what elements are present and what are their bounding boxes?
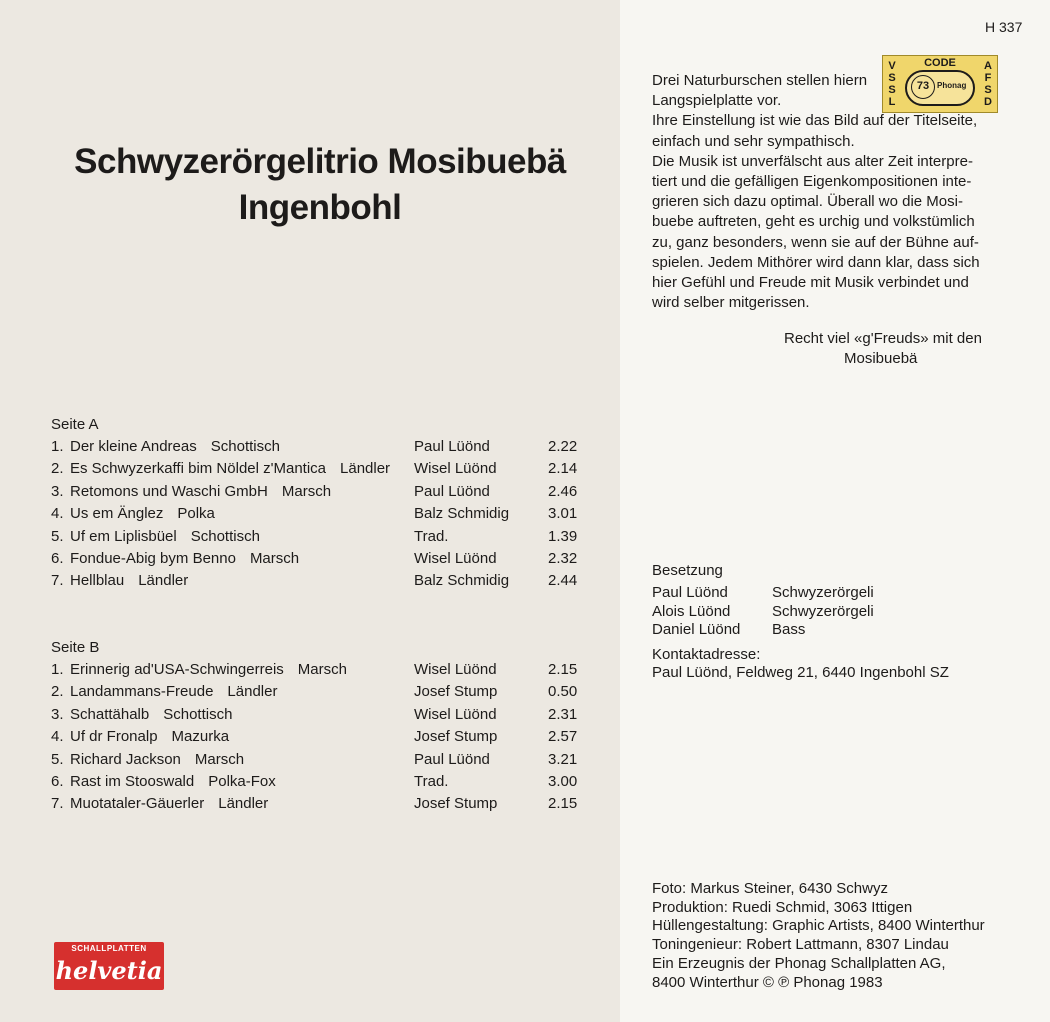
track-title: Uf em Liplisbüel Schottisch: [70, 527, 260, 545]
track-genre: Ländler: [138, 572, 189, 590]
member-name: Daniel Lüönd: [652, 621, 741, 638]
track-row: [51, 505, 591, 527]
track-number: 1.: [51, 661, 64, 678]
track-number: 5.: [51, 750, 64, 768]
track-number: 4.: [51, 728, 64, 746]
track-composer: Wisel Lüönd: [414, 460, 497, 478]
member-instrument: Schwyzerörgeli: [772, 584, 874, 601]
track-genre: Marsch: [194, 750, 245, 768]
credit-line: Toningenieur: Robert Lattmann, 8307 Lindau: [652, 936, 949, 954]
track-duration: 2.22: [548, 438, 578, 455]
member-name: Paul Lüönd: [652, 584, 728, 601]
track-genre: Ländler: [340, 460, 391, 478]
intro-line: einfach und sehr sympathisch.: [652, 132, 855, 150]
album-subtitle: Ingenbohl: [238, 188, 402, 227]
track-row: [51, 483, 591, 505]
track-number: 3.: [51, 482, 64, 500]
track-title: Es Schwyzerkaffi bim Nöldel z'Mantica Ländler: [70, 460, 391, 478]
track-composer: Wisel Lüönd: [414, 661, 497, 678]
track-composer: Wisel Lüönd: [414, 705, 497, 723]
track-duration: 2.32: [548, 550, 578, 567]
track-genre: Marsch: [281, 482, 332, 500]
track-duration: 3.21: [548, 750, 578, 768]
track-duration: 2.57: [548, 728, 578, 746]
intro-line: spielen. Jedem Mithörer wird dann klar, dass sich: [652, 253, 980, 271]
track-composer: Trad.: [414, 527, 449, 545]
signoff-line-2: Mosibuebä: [844, 350, 918, 367]
helvetia-logo: [54, 942, 164, 990]
track-composer: Josef Stump: [414, 683, 498, 701]
track-composer: Paul Lüönd: [414, 750, 490, 768]
track-title: Retomons und Waschi GmbH Marsch: [70, 482, 332, 500]
track-title: Schattähalb Schottisch: [70, 705, 233, 723]
credit-line: Foto: Markus Steiner, 6430 Schwyz: [652, 880, 888, 897]
track-title: Rast im Stooswald Polka-Fox: [70, 773, 276, 790]
credit-line: Ein Erzeugnis der Phonag Schallplatten AG,: [652, 954, 946, 972]
track-title: Richard Jackson Marsch: [70, 750, 245, 768]
track-composer: Paul Lüönd: [414, 482, 490, 500]
track-composer: Balz Schmidig: [414, 505, 510, 523]
member-name: Alois Lüönd: [652, 602, 731, 620]
track-title: Muotataler-Gäuerler Ländler: [70, 795, 269, 813]
track-number: 2.: [51, 460, 64, 478]
code-badge: [882, 55, 998, 113]
badge-number: 73: [911, 75, 935, 99]
intro-line: Die Musik ist unverfälscht aus alter Zeit interpre-: [652, 152, 973, 170]
album-title: Schwyzerörgelitrio Mosibuebä: [74, 142, 566, 181]
track-composer: Josef Stump: [414, 728, 498, 746]
track-duration: 3.00: [548, 773, 578, 790]
track-title: Hellblau Ländler: [70, 572, 189, 590]
track-number: 5.: [51, 527, 64, 545]
track-duration: 1.39: [548, 527, 578, 545]
track-number: 3.: [51, 705, 64, 723]
track-title: Us em Änglez Polka: [70, 505, 215, 523]
track-genre: Schottisch: [210, 438, 280, 455]
track-genre: Mazurka: [171, 728, 230, 746]
track-genre: Marsch: [249, 550, 300, 567]
track-genre: Polka: [177, 505, 215, 523]
intro-line: Langspielplatte vor.: [652, 92, 782, 110]
track-genre: Marsch: [297, 661, 347, 678]
track-composer: Wisel Lüönd: [414, 550, 497, 567]
badge-brand: Phonag: [937, 81, 967, 90]
track-row: [51, 773, 591, 795]
track-title: Landammans-Freude Ländler: [70, 683, 278, 701]
intro-line: wird selber mitgerissen.: [652, 294, 810, 312]
signoff-line-1: Recht viel «g'Freuds» mit den: [784, 330, 982, 347]
track-duration: 3.01: [548, 505, 578, 523]
track-duration: 2.31: [548, 705, 578, 723]
intro-line: grieren sich dazu optimal. Überall wo die Mosi-: [652, 193, 963, 211]
track-duration: 2.15: [548, 795, 578, 813]
track-row: [51, 751, 591, 773]
logo-name: helvetia: [55, 956, 163, 985]
badge-ring: [905, 70, 975, 106]
member-instrument: Bass: [772, 621, 806, 638]
credit-line: Produktion: Ruedi Schmid, 3063 Ittigen: [652, 898, 913, 916]
track-row: [51, 438, 591, 460]
intro-line: hier Gefühl und Freude mit Musik verbindet und: [652, 274, 969, 291]
track-number: 6.: [51, 773, 64, 790]
track-duration: 2.15: [548, 661, 578, 678]
member-instrument: Schwyzerörgeli: [772, 602, 874, 620]
intro-line: zu, ganz besonders, wenn sie auf der Bühne auf-: [652, 233, 979, 251]
logo-top-text: SCHALLPLATTEN: [71, 944, 147, 953]
track-title: Uf dr Fronalp Mazurka: [70, 728, 230, 746]
track-number: 2.: [51, 683, 64, 701]
track-composer: Trad.: [414, 773, 449, 790]
track-composer: Paul Lüönd: [414, 438, 490, 455]
track-row: [51, 661, 591, 683]
lineup-heading: Besetzung: [652, 562, 723, 579]
side-b-heading: Seite B: [51, 639, 100, 656]
track-genre: Ländler: [227, 683, 278, 701]
track-composer: Josef Stump: [414, 795, 498, 813]
badge-right-letters: A F S D: [984, 60, 992, 108]
track-row: [51, 706, 591, 728]
track-title: Erinnerig ad'USA-Schwingerreis Marsch: [70, 661, 347, 678]
track-duration: 2.46: [548, 482, 578, 500]
intro-line: buebe auftreten, geht es urchig und volkstümlich: [652, 213, 975, 231]
track-genre: Ländler: [218, 795, 269, 813]
track-title: Der kleine Andreas Schottisch: [70, 438, 280, 455]
track-duration: 2.14: [548, 460, 578, 478]
track-row: [51, 795, 591, 817]
track-duration: 2.44: [548, 572, 578, 590]
intro-line: tiert und die gefälligen Eigenkompositionen inte-: [652, 173, 972, 190]
contact-address: Paul Lüönd, Feldweg 21, 6440 Ingenbohl SZ: [652, 664, 949, 681]
track-row: [51, 550, 591, 572]
track-row: [51, 728, 591, 750]
intro-line: Drei Naturburschen stellen hiern: [652, 72, 868, 89]
track-genre: Schottisch: [190, 527, 260, 545]
credit-line: 8400 Winterthur © ℗ Phonag 1983: [652, 973, 883, 991]
track-row: [51, 460, 591, 482]
contact-heading: Kontaktadresse:: [652, 646, 761, 663]
track-number: 4.: [51, 505, 64, 523]
track-number: 7.: [51, 795, 64, 813]
track-row: [51, 528, 591, 550]
badge-left-letters: V S S L: [888, 60, 896, 108]
code-label: CODE: [924, 57, 956, 69]
track-duration: 0.50: [548, 683, 578, 701]
track-number: 6.: [51, 550, 64, 567]
track-title: Fondue-Abig bym Benno Marsch: [70, 550, 300, 567]
catalog-number: H 337: [985, 19, 1023, 35]
track-genre: Schottisch: [163, 705, 233, 723]
intro-line: Ihre Einstellung ist wie das Bild auf der Titelseite,: [652, 112, 978, 130]
track-number: 7.: [51, 572, 64, 590]
side-a-heading: Seite A: [51, 416, 99, 433]
track-genre: Polka-Fox: [208, 773, 276, 790]
track-number: 1.: [51, 438, 64, 455]
track-row: [51, 572, 591, 594]
credit-line: Hüllengestaltung: Graphic Artists, 8400 Winterthur: [652, 917, 985, 935]
track-row: [51, 683, 591, 705]
track-composer: Balz Schmidig: [414, 572, 510, 590]
